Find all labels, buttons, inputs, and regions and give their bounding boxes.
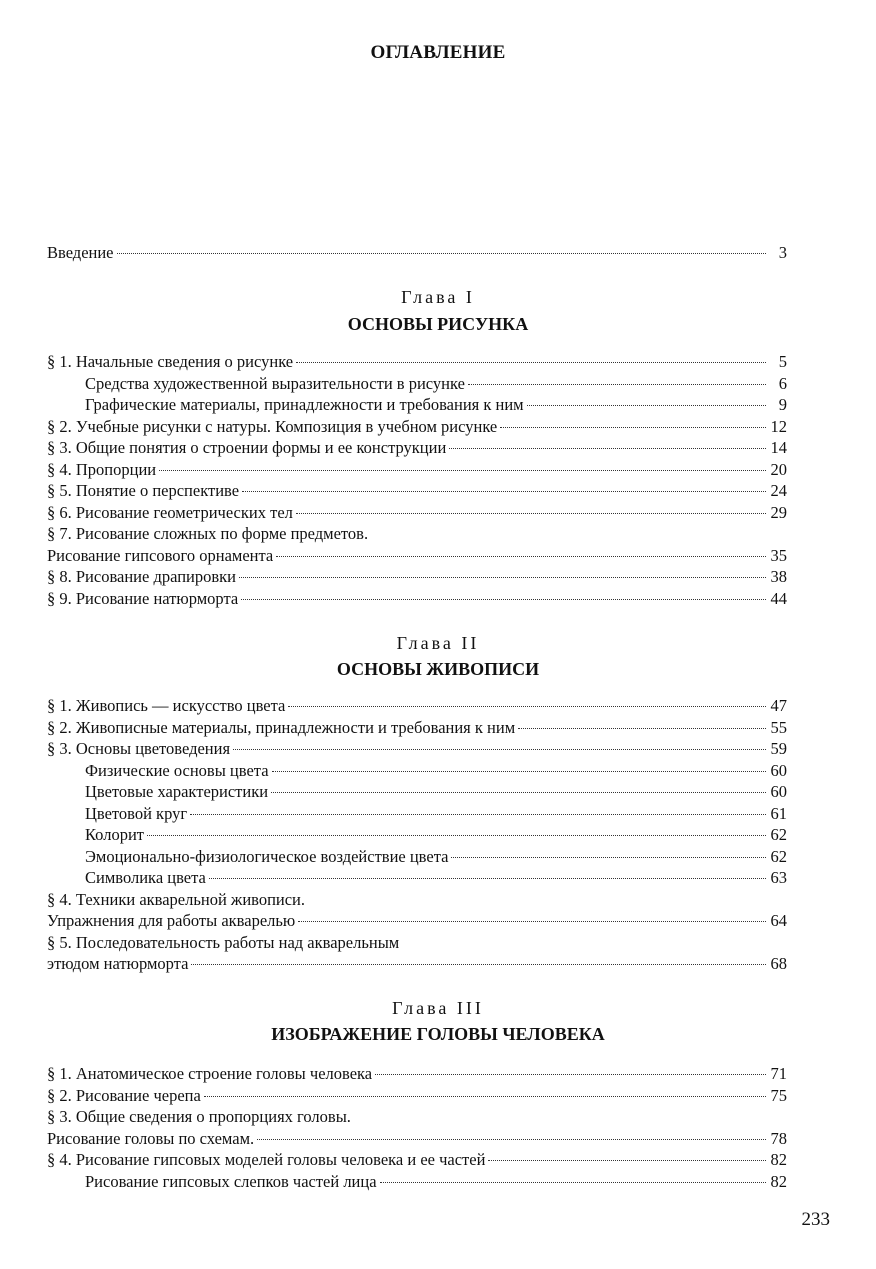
toc-entry-page: 59 bbox=[770, 739, 787, 758]
dot-leader bbox=[488, 1160, 766, 1161]
toc-entry-page: 82 bbox=[770, 1171, 787, 1191]
dot-leader bbox=[527, 405, 766, 406]
toc-entry-page: 3 bbox=[778, 243, 787, 262]
dot-leader bbox=[257, 1139, 766, 1140]
toc-entry-text: § 4. Пропорции bbox=[47, 459, 157, 479]
intro-entry bbox=[47, 242, 787, 264]
dot-leader bbox=[159, 470, 766, 471]
dot-leader bbox=[500, 427, 766, 428]
dot-leader bbox=[272, 771, 766, 772]
toc-entry-page: 60 bbox=[770, 760, 787, 780]
chapter-title: ИЗОБРАЖЕНИЕ ГОЛОВЫ ЧЕЛОВЕКА bbox=[271, 1024, 605, 1044]
dot-leader bbox=[147, 835, 766, 836]
toc-entry-text: § 2. Живописные материалы, принадлежности и требования к ним bbox=[47, 717, 516, 737]
toc-entry-text: § 2. Учебные рисунки с натуры. Композиция в учебном рисунке bbox=[47, 416, 498, 436]
dot-leader bbox=[242, 491, 766, 492]
chapter-2-entries bbox=[47, 695, 787, 975]
toc-entry-page: 82 bbox=[770, 1150, 787, 1169]
toc-entry-text: Графические материалы, принадлежности и требования к ним bbox=[85, 395, 524, 414]
toc-entry-page: 62 bbox=[770, 825, 787, 844]
toc-entry-page: 12 bbox=[770, 416, 787, 436]
dot-leader bbox=[191, 964, 766, 965]
dot-leader bbox=[298, 921, 766, 922]
dot-leader bbox=[209, 878, 766, 879]
toc-entry-text: § 5. Понятие о перспективе bbox=[47, 481, 240, 500]
toc-entry-text: § 4. Рисование гипсовых моделей головы человека и ее частей bbox=[47, 1150, 486, 1169]
toc-entry-text: § 3. Общие понятия о строении формы и ее конструкции bbox=[47, 438, 447, 457]
dot-leader bbox=[380, 1182, 766, 1183]
toc-entry-text: Рисование гипсового орнамента bbox=[47, 545, 274, 565]
dot-leader bbox=[271, 792, 766, 793]
toc-entry-page: 38 bbox=[770, 567, 787, 586]
toc-entry-text: § 3. Общие сведения о пропорциях головы. bbox=[47, 1107, 351, 1126]
toc-entry-page: 60 bbox=[770, 782, 787, 801]
dot-leader bbox=[233, 749, 766, 750]
toc-entry-text: § 9. Рисование натюрморта bbox=[47, 588, 239, 608]
toc-entry-page: 14 bbox=[770, 438, 787, 457]
chapter-title: ОСНОВЫ РИСУНКА bbox=[347, 314, 529, 334]
toc-entry-page: 61 bbox=[770, 803, 787, 823]
dot-leader bbox=[117, 253, 766, 254]
dot-leader bbox=[204, 1096, 766, 1097]
toc-entry-text: § 5. Последовательность работы над акварельным bbox=[47, 932, 400, 952]
toc-entry-text: § 1. Анатомическое строение головы человека bbox=[47, 1064, 373, 1083]
toc-entry-text: § 7. Рисование сложных по форме предметов. bbox=[47, 524, 369, 543]
chapter-label: Глава II bbox=[396, 633, 480, 653]
toc-entry-text: Средства художественной выразительности в рисунке bbox=[85, 373, 465, 393]
chapter-label: Глава III bbox=[392, 998, 484, 1018]
toc-entry-page: 6 bbox=[778, 373, 787, 393]
dot-leader bbox=[449, 448, 766, 449]
toc-entry-text: Цветовой круг bbox=[85, 803, 188, 823]
toc-entry-page: 9 bbox=[778, 395, 787, 414]
dot-leader bbox=[241, 599, 766, 600]
toc-entry-text: Эмоционально-физиологическое воздействие цвета bbox=[85, 846, 449, 866]
page-number: 233 bbox=[801, 1209, 830, 1230]
toc-entry-text: § 6. Рисование геометрических тел bbox=[47, 502, 293, 522]
dot-leader bbox=[239, 577, 766, 578]
dot-leader bbox=[296, 513, 766, 514]
toc-entry-page: 75 bbox=[770, 1085, 787, 1105]
dot-leader bbox=[288, 706, 766, 707]
chapter-1-entries bbox=[47, 351, 787, 609]
dot-leader bbox=[276, 556, 766, 557]
page-title: ОГЛАВЛЕНИЕ bbox=[370, 42, 506, 63]
toc-entry-text: § 1. Живопись — искусство цвета bbox=[47, 696, 286, 715]
toc-entry-page: 62 bbox=[770, 846, 787, 866]
toc-entry-text: § 8. Рисование драпировки bbox=[47, 567, 237, 586]
toc-entry-page: 68 bbox=[770, 954, 787, 973]
toc-entry-text: § 4. Техники акварельной живописи. bbox=[47, 889, 306, 909]
toc-entry-page: 63 bbox=[770, 868, 787, 887]
toc-entry-text: Упражнения для работы акварелью bbox=[47, 911, 296, 930]
toc-entry-text: Рисование гипсовых слепков частей лица bbox=[85, 1171, 377, 1191]
toc-entry-text: Физические основы цвета bbox=[85, 760, 269, 780]
toc-entry-page: 47 bbox=[770, 696, 787, 715]
toc-entry-page: 78 bbox=[770, 1128, 787, 1148]
dot-leader bbox=[451, 857, 766, 858]
dot-leader bbox=[190, 814, 766, 815]
dot-leader bbox=[375, 1074, 766, 1075]
chapter-label: Глава I bbox=[401, 287, 475, 307]
toc-entry-page: 35 bbox=[770, 545, 787, 565]
toc-entry-page: 5 bbox=[778, 352, 787, 371]
chapter-title: ОСНОВЫ ЖИВОПИСИ bbox=[336, 659, 540, 679]
toc-entry-text: § 3. Основы цветоведения bbox=[47, 739, 231, 758]
toc-entry-text: § 1. Начальные сведения о рисунке bbox=[47, 352, 294, 371]
toc-entry-page: 29 bbox=[770, 502, 787, 522]
toc-entry-page: 71 bbox=[770, 1064, 787, 1083]
toc-entry-text: Введение bbox=[47, 243, 114, 262]
toc-entry-text: Рисование головы по схемам. bbox=[47, 1128, 255, 1148]
toc-entry-page: 20 bbox=[770, 459, 787, 479]
toc-entry-page: 44 bbox=[770, 588, 787, 608]
toc-entry-page: 24 bbox=[770, 481, 787, 500]
toc-entry-page: 55 bbox=[770, 717, 787, 737]
dot-leader bbox=[518, 728, 766, 729]
chapter-3-entries bbox=[47, 1063, 787, 1192]
toc-entry-text: этюдом натюрморта bbox=[47, 954, 189, 973]
toc-entry-page: 64 bbox=[770, 911, 787, 930]
toc-entry-text: Колорит bbox=[85, 825, 144, 844]
toc-row bbox=[47, 242, 787, 264]
dot-leader bbox=[296, 362, 766, 363]
dot-leader bbox=[468, 384, 766, 385]
toc-entry-text: Символика цвета bbox=[85, 868, 206, 887]
toc-entry-text: Цветовые характеристики bbox=[85, 782, 269, 801]
toc-entry-text: § 2. Рисование черепа bbox=[47, 1085, 201, 1105]
